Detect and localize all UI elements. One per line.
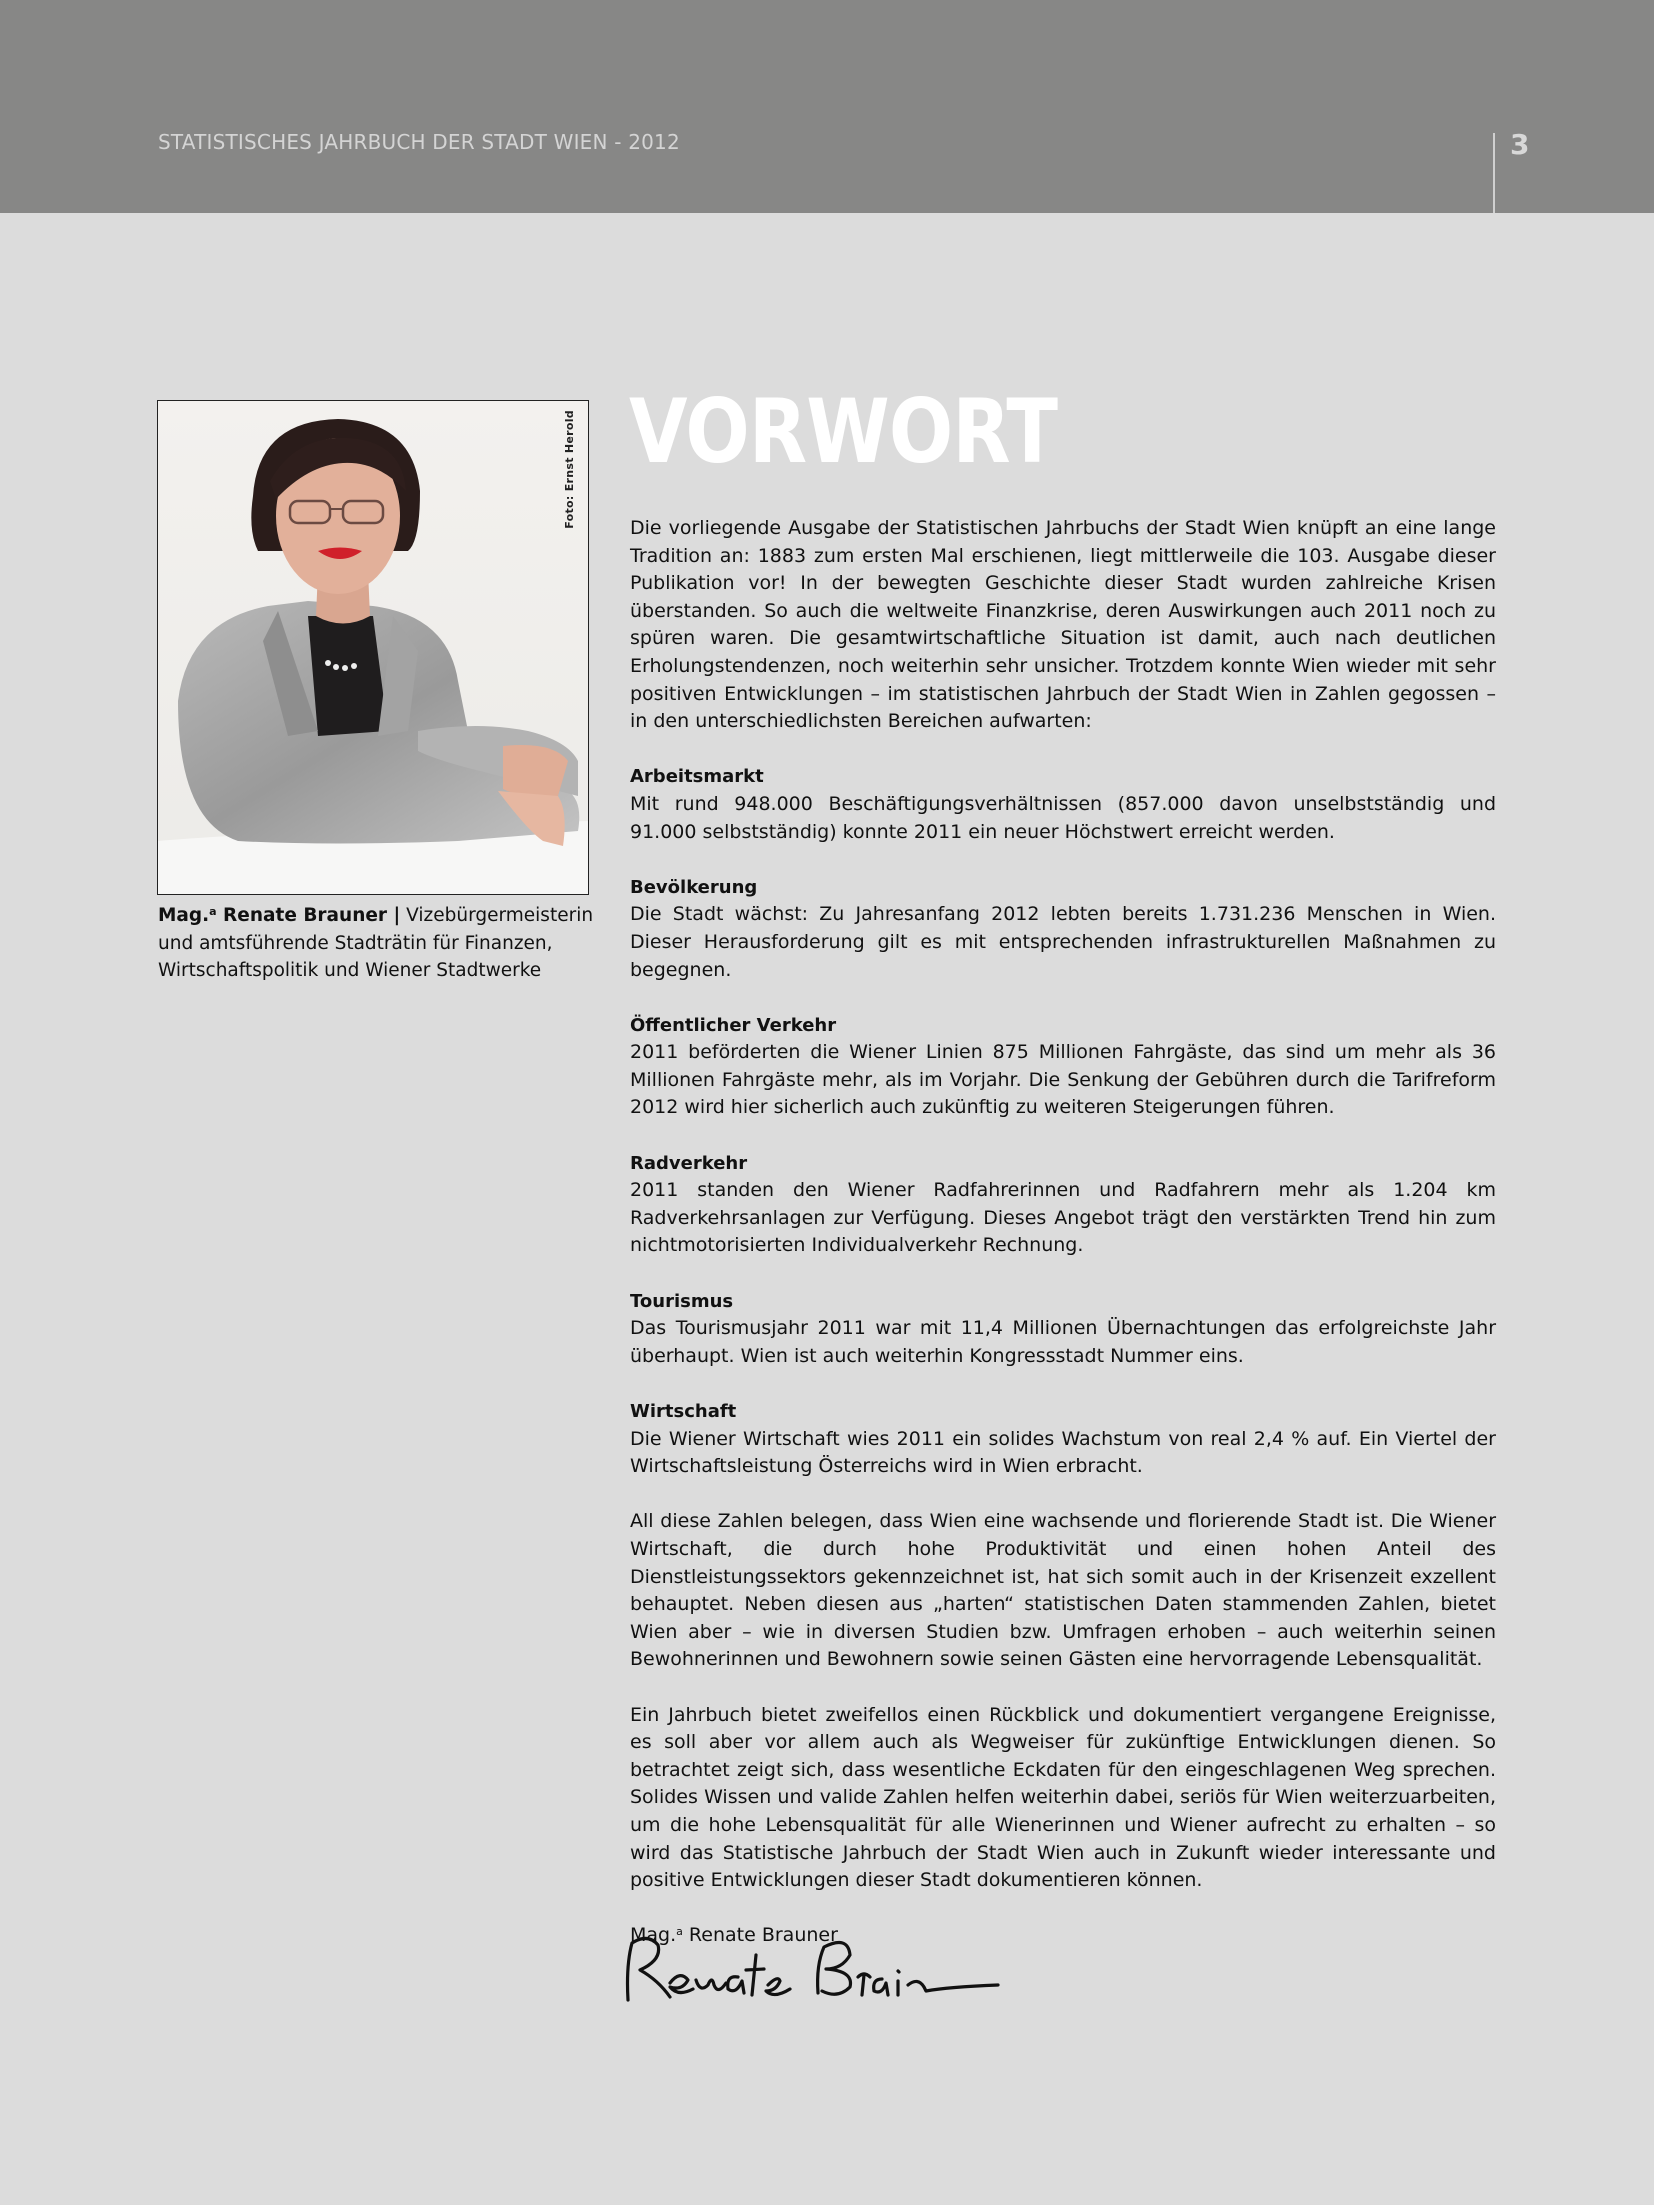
- caption-role: Vizebürgermeisterin und amtsführende Stadträtin für Finanzen, Wirtschaftspolitik und Wiener Stadtwerke: [158, 905, 594, 981]
- photo-caption: [158, 902, 598, 985]
- closing-paragraph: All diese Zahlen belegen, dass Wien eine wachsende und florierende Stadt ist. Die Wiener Wirtschaft, die durch hohe Produktivität und einen hohen Anteil des Dienstleistungssektors gekennzeichnet ist, hat sich somit auch in der Krisenzeit exzellent behauptet. Neben diesen aus „harten“ statistischen Daten stammenden Zahlen, bietet Wien aber – wie in diversen Studien bzw. Umfragen erhoben – auch weiterhin seinen Bewohnerinnen und Bewohnern sowie seinen Gästen eine hervorragende Lebensqualität.: [630, 1510, 1496, 1671]
- section-heading: Radverkehr: [630, 1152, 748, 1174]
- sign-off-name: Mag.$^a$ Renate Brauner: [630, 1924, 838, 1947]
- section-text: Mit rund 948.000 Beschäftigungsverhältnissen (857.000 davon unselbstständig und 91.000 selbstständig) konnte 2011 ein neuer Höchstwert erreicht werden.: [630, 792, 1496, 843]
- section-text: Die Wiener Wirtschaft wies 2011 ein solides Wachstum von real 2,4 % auf. Ein Viertel der Wirtschaftsleistung Österreichs wird in Wien erbracht.: [630, 1427, 1496, 1478]
- closing-paragraph: Ein Jahrbuch bietet zweifellos einen Rückblick und dokumentiert vergangene Ereignisse, es soll aber vor allem auch als Wegweiser für zukünftige Entwicklungen dienen. So betrachtet zeigt sich, dass wesentliche Eckdaten für den eingeschlagenen Weg sprechen. Solides Wissen und valide Zahlen helfen weiterhin dabei, seriös für Wien weiterzuarbeiten, um die hohe Lebensqualität für alle Wienerinnen und Wiener aufrecht zu erhalten – so wird das Statistische Jahrbuch der Stadt Wien auch in Zukunft wieder interessante und positive Entwicklungen dieser Stadt dokumentieren können.: [630, 1703, 1496, 1892]
- running-title: STATISTISCHES JAHRBUCH DER STADT WIEN - 2012: [158, 130, 680, 154]
- header-divider: [1493, 133, 1495, 213]
- page-number: 3: [1510, 128, 1530, 161]
- section-heading: Tourismus: [630, 1290, 734, 1312]
- page-title: VORWORT: [629, 380, 1058, 483]
- foreword-body: [630, 515, 1496, 1950]
- section-text: Das Tourismusjahr 2011 war mit 11,4 Millionen Übernachtungen das erfolgreichste Jahr überhaupt. Wien ist auch weiterhin Kongressstadt Nummer eins.: [630, 1317, 1496, 1367]
- section-heading: Öffentlicher Verkehr: [630, 1014, 837, 1036]
- section-text: Die Stadt wächst: Zu Jahresanfang 2012 lebten bereits 1.731.236 Menschen in Wien. Dieser Herausforderung gilt es mit entsprechenden infrastrukturellen Maßnahmen zu begegnen.: [630, 903, 1496, 981]
- section-text: 2011 beförderten die Wiener Linien 875 Millionen Fahrgäste, das sind um mehr als 36 Millionen Fahrgäste mehr, als im Vorjahr. Die Senkung der Gebühren durch die Tarifreform 2012 wird hier sicherlich auch zukünftig zu weiteren Steigerungen führen.: [630, 1041, 1496, 1119]
- intro-paragraph: Die vorliegende Ausgabe der Statistischen Jahrbuchs der Stadt Wien knüpft an eine lange Tradition an: 1883 zum ersten Mal erschienen, liegt mittlerweile die 103. Ausgabe dieser Publikation vor! In der bewegten Geschichte dieser Stadt wurden zahlreiche Krisen überstanden. So auch die weltweite Finanzkrise, deren Auswirkungen auch 2011 noch zu spüren waren. Die gesamtwirtschaftliche Situation ist damit, auch nach deutlichen Erholungstendenzen, noch weiterhin sehr unsicher. Trotzdem konnte Wien wieder mit sehr positiven Entwicklungen – im statistischen Jahrbuch der Stadt Wien in Zahlen gegossen – in den unterschiedlichsten Bereichen aufwarten:: [630, 517, 1496, 733]
- section-heading: Wirtschaft: [630, 1401, 737, 1422]
- handwritten-signature: [618, 1925, 1008, 2015]
- portrait-photo: [157, 400, 589, 895]
- section-heading: Bevölkerung: [630, 876, 758, 898]
- portrait-illustration: [158, 401, 588, 894]
- section-heading: Arbeitsmarkt: [630, 766, 764, 788]
- photo-credit: Foto: Ernst Herold: [563, 410, 576, 529]
- section-text: 2011 standen den Wiener Radfahrerinnen und Radfahrern mehr als 1.204 km Radverkehrsanlagen zur Verfügung. Dieses Angebot trägt den verstärkten Trend hin zum nichtmotorisierten Individualverkehr Rechnung.: [630, 1179, 1496, 1257]
- caption-name: Mag.$^a$ Renate Brauner |: [158, 905, 401, 926]
- page-header-band: [0, 0, 1654, 213]
